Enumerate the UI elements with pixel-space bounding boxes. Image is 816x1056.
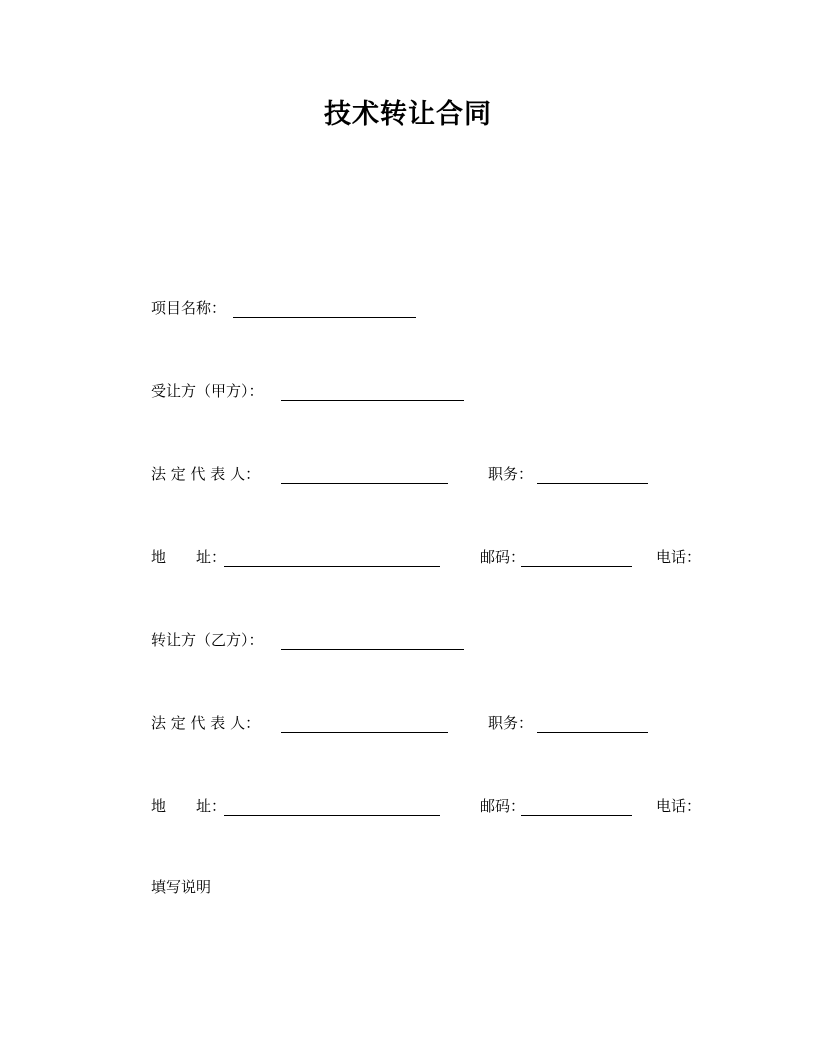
transferor-rep-row: [0, 712, 816, 736]
transferor-field[interactable]: [281, 649, 464, 650]
transferor-postcode-field[interactable]: [521, 815, 632, 816]
transferor-position-field[interactable]: [537, 732, 648, 733]
transferee-position-field[interactable]: [537, 483, 648, 484]
transferee-postcode-field[interactable]: [521, 566, 632, 567]
transferor-postcode-label: 邮码：: [480, 797, 526, 815]
transferee-label: 受让方（甲方）：: [151, 382, 264, 400]
transferee-postcode-label: 邮码：: [480, 548, 526, 566]
transferor-position-label: 职务：: [488, 714, 534, 732]
transferee-address-field[interactable]: [224, 566, 440, 567]
transferee-row: [0, 380, 816, 404]
transferee-address-row: [0, 546, 816, 570]
transferee-phone-label: 电话：: [656, 548, 702, 566]
transferee-field[interactable]: [281, 400, 464, 401]
project-name-field[interactable]: [233, 317, 416, 318]
transferor-address-label: 地 址：: [151, 797, 227, 815]
transferee-rep-row: [0, 463, 816, 487]
transferee-rep-field[interactable]: [281, 483, 448, 484]
transferor-address-row: [0, 795, 816, 819]
transferor-phone-label: 电话：: [656, 797, 702, 815]
transferor-address-field[interactable]: [224, 815, 440, 816]
transferor-row: [0, 629, 816, 653]
transferor-rep-label: 法 定 代 表 人：: [151, 714, 261, 732]
notes-heading: 填写说明: [151, 878, 212, 896]
project-name-label: 项目名称：: [151, 299, 227, 317]
document-title: 技术转让合同: [324, 99, 492, 130]
transferee-position-label: 职务：: [488, 465, 534, 483]
transferee-address-label: 地 址：: [151, 548, 227, 566]
transferee-rep-label: 法 定 代 表 人：: [151, 465, 261, 483]
transferor-label: 转让方（乙方）：: [151, 631, 264, 649]
project-name-row: [0, 297, 816, 321]
transferor-rep-field[interactable]: [281, 732, 448, 733]
